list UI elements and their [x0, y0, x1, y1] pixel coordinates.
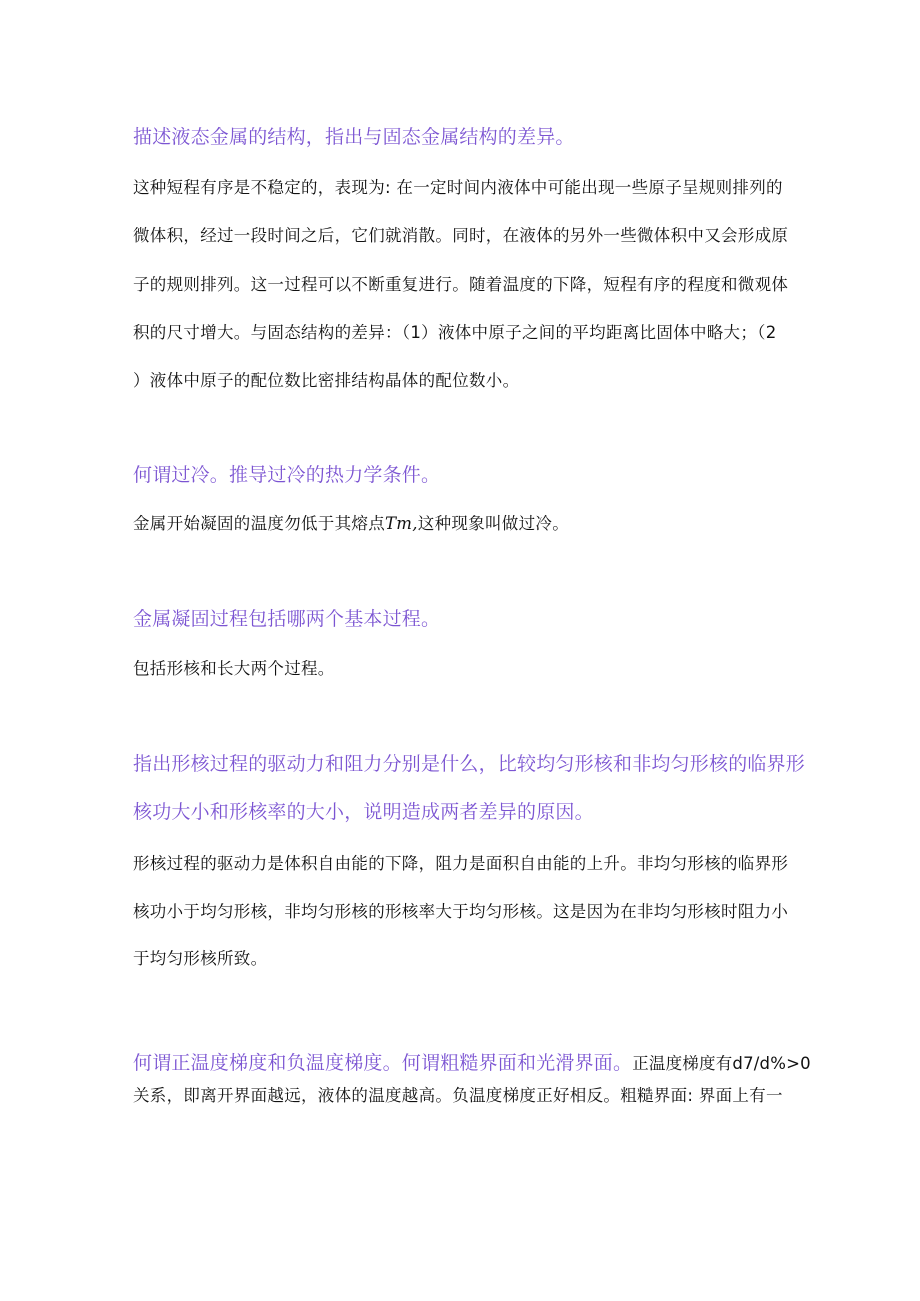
answer-inline-text: 正温度梯度有d7/d%>0 [632, 1054, 811, 1073]
question-liquid-metal-structure: 描述液态金属的结构，指出与固态金属结构的差异。 [133, 126, 575, 148]
answer-line: 微体积，经过一段时间之后，它们就消散。同时，在液体的另外一些微体积中又会形成原 [133, 226, 789, 245]
question-nucleation-line: 指出形核过程的驱动力和阻力分别是什么，比较均匀形核和非均匀形核的临界形 [133, 753, 806, 775]
answer-text-post: 这种现象叫做过冷。 [417, 514, 569, 533]
answer-text-pre: 金属开始凝固的温度勿低于其熔点 [133, 514, 385, 533]
answer-line: 积的尺寸增大。与固态结构的差异：（1）液体中原子之间的平均距离比固体中略大；（2 [133, 323, 777, 342]
answer-line: 关系，即离开界面越远，液体的温度越高。负温度梯度正好相反。粗糙界面: 界面上有一 [133, 1086, 783, 1105]
question-solidification-process: 金属凝固过程包括哪两个基本过程。 [133, 608, 441, 630]
melting-point-symbol: Tm, [385, 514, 418, 533]
question-nucleation-line: 核功大小和形核率的大小，说明造成两者差异的原因。 [133, 801, 594, 823]
question-supercooling: 何谓过冷。推导过冷的热力学条件。 [133, 464, 441, 486]
answer-supercooling [133, 510, 569, 534]
question-temperature-gradient [133, 1048, 811, 1075]
answer-line: 于均匀形核所致。 [133, 949, 268, 968]
answer-line: ）液体中原子的配位数比密排结构晶体的配位数小。 [133, 371, 520, 390]
question-text: 何谓正温度梯度和负温度梯度。何谓粗糙界面和光滑界面。 [133, 1052, 633, 1074]
answer-line: 核功小于均匀形核，非均匀形核的形核率大于均匀形核。这是因为在非均匀形核时阻力小 [133, 902, 789, 921]
answer-line: 子的规则排列。这一过程可以不断重复进行。随着温度的下降，短程有序的程度和微观体 [133, 275, 789, 294]
answer-line: 形核过程的驱动力是体积自由能的下降，阻力是面积自由能的上升。非均匀形核的临界形 [133, 854, 789, 873]
answer-line: 包括形核和长大两个过程。 [133, 659, 335, 678]
answer-line: 这种短程有序是不稳定的，表现为: 在一定时间内液体中可能出现一些原子呈规则排列的 [133, 178, 783, 197]
